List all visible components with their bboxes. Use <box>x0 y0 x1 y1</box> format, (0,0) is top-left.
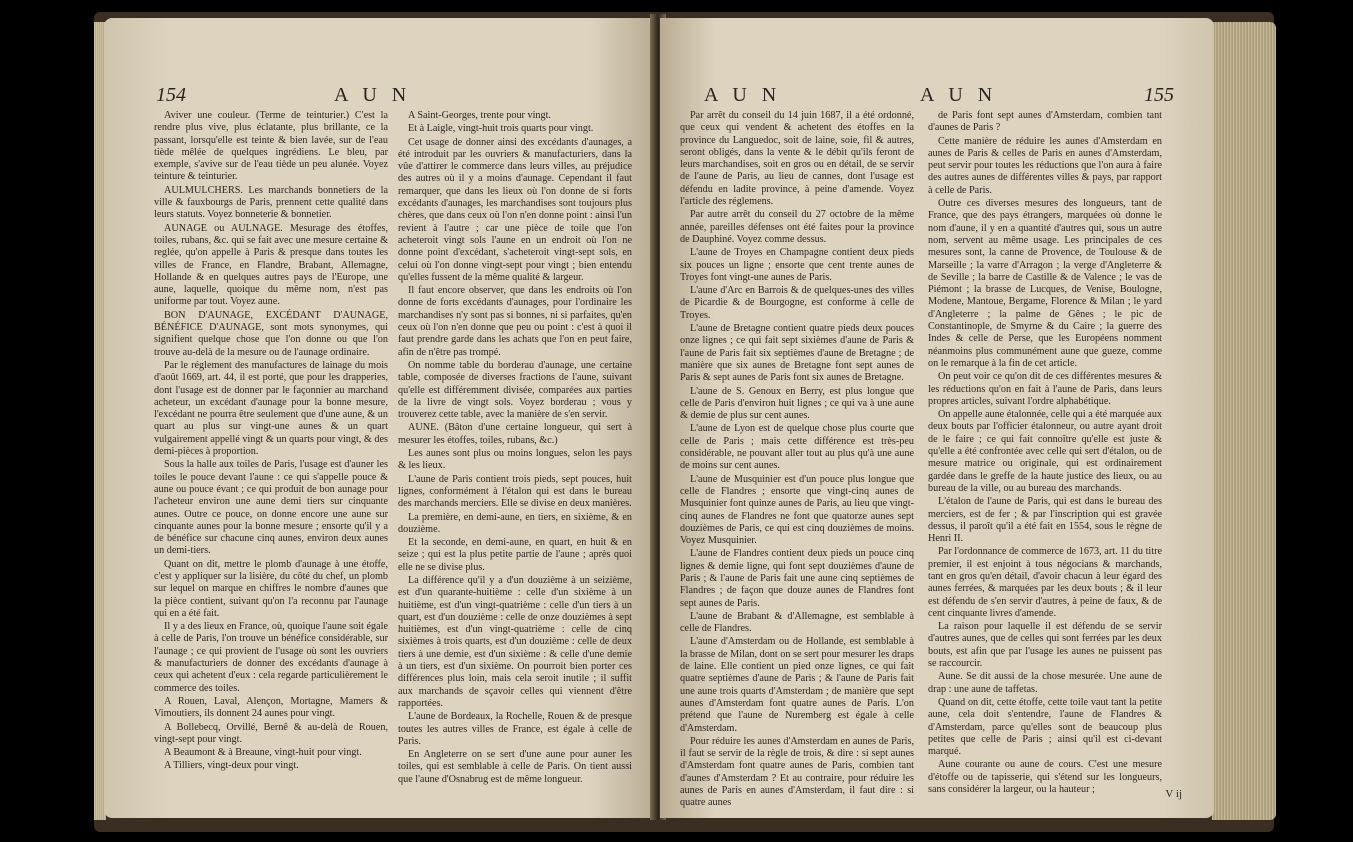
right-running-head-2: A U N <box>920 84 998 106</box>
paragraph: Par le réglement des manufactures de lainage du mois d'août 1669, art. 44, il est porté, que pour les drapperies, dont l'usage est de donner par le façonnier au marchand acheteur, un excédant d'aunage pour la bonne mesure, l'excédant ne pourra être seulement que d'une aune, & un quart au plus sur vingt-une aunes & un quart vulgairement appellé vingt & un quarts pour vingt, & des demi-pièces à proportion. <box>154 359 388 458</box>
left-page-column-2 <box>398 110 632 800</box>
paragraph: AUNE. (Bâton d'une certaine longueur, qui sert à mesurer les étoffes, toiles, rubans, &c.) <box>398 422 632 446</box>
paragraph: Aune courante ou aune de cours. C'est une mesure d'étoffe ou de tapisserie, qui s'étend sur les longueurs, sans considérer la largeur, ou la hauteur ; <box>928 759 1162 796</box>
paragraph: A Beaumont & à Breaune, vingt-huit pour vingt. <box>164 747 362 759</box>
paragraph: Pour réduire les aunes d'Amsterdam en aunes de Paris, il faut se servir de la règle de trois, & dire : si sept aunes d'Amsterdam font quatre aunes de Paris, combien tant d'aunes d'Amsterdam ? Et au contraire, pour réduire les aunes de Paris en aunes d'Amsterdam, il faut dire : si quatre aunes <box>680 735 914 809</box>
paragraph: AUNAGE ou AULNAGE. Mesurage des étoffes, toiles, rubans, &c. qui se fait avec une mesure certaine & reglée, qu'on appelle à Paris & presque dans toutes les villes de France, en Flandre, Brabant, Allemagne, Hollande & en quelques autres pays de l'Europe, une aune, laquelle, quoique du même nom, n'est pas uniforme par tout. Voyez aune. <box>154 222 388 308</box>
paragraph: Quand on dit, cette étoffe, cette toile vaut tant la petite aune, cela doit s'entendre, l'aune de Flandres & d'Amsterdam, parce qu'elles sont de beaucoup plus petites que celle de Paris ; ainsi qu'il est ci-devant marqué. <box>928 696 1162 758</box>
paragraph: L'aune de Musquinier est d'un pouce plus longue que celle de Flandres ; ensorte que vingt-cinq aunes de Musquinier font quinze aunes de Paris, au lieu que vingt-cinq aunes de Flandres ne font que quatorze aunes sept douzièmes de Paris, ce qui est cinq douzièmes de moins. Voyez Musquinier. <box>680 473 914 547</box>
paragraph: Aviver une couleur. (Terme de teinturier.) C'est la rendre plus vive, plus éclatante, plus brillante, ce la passant, lorsqu'elle est teinte & bien lavée, sur de l'eau tiède mêlée de quelques ingrédiens. Le bleu, par exemple, s'avive sur de l'eau tiède un peu alunée. Voyez teinture & teinturier. <box>154 110 388 183</box>
paragraph: L'aune de Flandres contient deux pieds un pouce cinq lignes & demie ligne, qui font sept douzièmes d'aune de Paris ; & l'aune de Paris fait une aune cinq septièmes de Flandres ; de façon que douze aunes de Flandres font sept aunes de Paris. <box>680 548 914 609</box>
paragraph: L'aune de Brabant & d'Allemagne, est semblable à celle de Flandres. <box>680 610 914 635</box>
paragraph: Et à Laigle, vingt-huit trois quarts pour vingt. <box>408 123 594 135</box>
paragraph: On peut voir ce qu'on dit de ces différentes mesures & les réductions qu'on en fait à l'aune de Paris, dans leurs propres articles, suivant l'ordre alphabétique. <box>928 371 1162 407</box>
paragraph: AULMULCHERS. Les marchands bonnetiers de la ville & fauxbourgs de Paris, prennent cette qualité dans leurs statuts. Voyez bonneterie & bonnetier. <box>154 184 388 221</box>
paragraph: La raison pour laquelle il est défendu de se servir d'autres aunes, que de celles qui sont ferrées par les deux bouts, est afin que par l'usage les aunes ne puissent pas se raccourcir. <box>928 621 1162 670</box>
paragraph: L'aune de Paris contient trois pieds, sept pouces, huit lignes, conformément à l'étalon qui est dans le bureau des marchands merciers. Elle se divise en deux manières. <box>398 473 632 510</box>
paragraph: Aune. Se dit aussi de la chose mesurée. Une aune de drap : une aune de taffetas. <box>928 671 1162 695</box>
paragraph: A Saint-Georges, trente pour vingt. <box>408 110 551 121</box>
paragraph: L'aune de Bretagne contient quatre pieds deux pouces onze lignes ; ce qui fait sept sixièmes d'aune de Paris & l'aune de Paris fait six septièmes d'aune de Bretagne ; de manière que six aunes de Bretagne font sept aunes de Paris & sept aunes de Paris font six aunes de Bretagne. <box>680 323 914 384</box>
paragraph: La première, en demi-aune, en tiers, en sixième, & en douzième. <box>398 511 632 535</box>
paragraph: Il faut encore observer, que dans les endroits où l'on donne de forts excédants d'aunages, pour l'ordinaire les marchandises n'y sont pas si bonnes, ni si parfaites, qu'en ceux où l'on n'en donne que peu ou point : c'est à quoi il faut prendre garde dans les achats que l'on en peut faire, afin de n'être pas trompé. <box>398 285 632 358</box>
paragraph: A Bollebecq, Orvillé, Bernê & au-delà de Rouen, vingt-sept pour vingt. <box>154 721 388 745</box>
right-page <box>660 18 1214 818</box>
paragraph: L'aune de Bordeaux, la Rochelle, Rouen & de presque toutes les autres villes de France, est égale à celle de Paris. <box>398 711 632 747</box>
paragraph: L'aune d'Arc en Barrois & de quelques-unes des villes de Picardie & de Bourgogne, est conforme à celle de Troyes. <box>680 285 914 321</box>
right-running-head-1: A U N <box>704 84 782 106</box>
right-page-number: 155 <box>1144 84 1174 106</box>
paragraph: Outre ces diverses mesures des longueurs, tant de France, que des pays étrangers, marquées où donne le nom d'aune, il y en a quantité d'autres qui, sous un autre nom, servent au même usage. Les principales de ces mesures sont, la canne de Provence, de Toulouse & de Marseille ; la varre d'Arragon ; la verge d'Angleterre & de Seville ; la barre de Castille & de Valence ; le vas de Piémont ; la brasse de Lucques, de Venise, Boulogne, Modene, Mantoue, Bergame, Florence & Milan ; le yard d'Angleterre ; la palme de Gênes ; le pic de Constantinople, de Smyrne & du Caire ; la guerre des Indes & celle de Perse, que les Européens nomment néanmoins plus communément aune que gueze, comme on le remarque à la fin de cet article. <box>928 198 1162 369</box>
left-running-head: A U N <box>334 84 412 106</box>
right-page-header <box>660 84 1214 110</box>
paragraph: Cette manière de réduire les aunes d'Amsterdam en aunes de Paris & celles de Paris en aunes d'Amsterdam, peut servir pour toutes les réductions que l'on aura à faire des autres aunes de différentes villes & pays, par rapport à celle de Paris. <box>928 135 1162 196</box>
paragraph: Et la seconde, en demi-aune, en quart, en huit & en seize ; qui est la plus petite partie de l'aune ; après quoi elle ne se divise plus. <box>398 537 632 573</box>
paragraph: Sous la halle aux toiles de Paris, l'usage est d'auner les toiles le pouce devant l'aune : ce qui s'appelle pouce & aune ou pouce évant ; ce qui produit de bon aunage pour l'acheteur environ une aune demi tiers sur cinquante aunes. Outre ce pouce, on donne encore une aune sur cinquante aunes pour la bonne mesure ; ensorte qu'il y a de bénéfice sur chacune cinq aunes, environ deux aunes un demi-tiers. <box>154 459 388 557</box>
left-page <box>104 18 656 818</box>
paragraph: Il y a des lieux en France, où, quoique l'aune soit égale à celle de Paris, l'on trouve un bénéfice considérable, sur l'aunage ; ce qui provient de l'usage où sont les ouvriers & manufacturiers de donner des excédants d'aunage à ceux qui achetent d'eux : cela regarde particulièrement le commerce des toiles. <box>154 621 388 694</box>
paragraph: On nomme table du borderau d'aunage, une certaine table, composée de diverses fractions de l'aune, suivant qu'elle est différemment divisée, comparées aux parties de la livre de vingt sols. Voyez borderau ; vous y trouverez cette table, avec la manière de s'en servir. <box>398 359 632 421</box>
paragraph: de Paris font sept aunes d'Amsterdam, combien tant d'aunes de Paris ? <box>928 110 1162 134</box>
left-page-number: 154 <box>156 84 186 106</box>
right-page-column-1 <box>680 110 914 809</box>
paragraph: L'étalon de l'aune de Paris, qui est dans le bureau des merciers, est de fer ; & par l'inscription qui est gravée dessus, il paroît qu'il a été fait en 1554, sous le règne de Henri II. <box>928 496 1162 545</box>
paragraph: Cet usage de donner ainsi des excédants d'aunages, a été introduit par les ouvriers & manufacturiers, dans la vûe d'attirer le commerce dans leurs villes, au préjudice des autres où il y a moins d'aunage. Cependant il faut remarquer, que dans les lieux où l'on donne de si forts excédants d'aunages, les marchandises sont toujours plus chères, que dans ceux où l'on n'en donne point : ainsi l'un revient à l'autre ; car une pièce de toile que l'on acheteroit vingt sols l'aune en un endroit où l'on ne donne point d'excédant, s'acheteroit vingt-sept sols, en celui où l'on donne vingt-sept pour vingt ; bien entendu qu'elles fussent de la même qualité & largeur. <box>398 136 632 283</box>
signature-mark: V ij <box>1165 788 1182 800</box>
paragraph: En Angleterre on se sert d'une aune pour auner les toiles, qui est semblable à celle de Paris. On tient aussi que l'aune d'Osnabrug est de même longueur. <box>398 749 632 785</box>
paragraph: A Rouen, Laval, Alençon, Mortagne, Mamers & Vimoutiers, ils donnent 24 aunes pour vingt. <box>154 695 388 720</box>
paragraph: BON D'AUNAGE, EXCÉDANT D'AUNAGE, BÉNÉFICE D'AUNAGE, sont mots synonymes, qui signifient quelque chose que l'on donne ou que l'on trouve au-delà de la mesure ou de l'aunage ordinaire. <box>154 309 388 358</box>
paragraph: L'aune de S. Genoux en Berry, est plus longue que celle de Paris d'environ huit lignes ; ce qui va à une aune & demie de plus sur cent aunes. <box>680 385 914 422</box>
paragraph: L'aune de Troyes en Champagne contient deux pieds six pouces un ligne ; ensorte que cent trente aunes de Troyes font vingt-une aunes de Paris. <box>680 247 914 283</box>
paragraph: A Tilliers, vingt-deux pour vingt. <box>164 760 299 772</box>
left-page-header <box>104 84 656 110</box>
paragraph: La différence qu'il y a d'un douzième à un seizième, est d'un quarante-huitième : celle d'un sixième à un huitième, est d'un vingt-quatrième : celle d'un tiers à un quart, est d'un douzième : celle de onze douzièmes à sept huitièmes, est d'un vingt-quatrième : celle de cinq sixièmes à trois quarts, est d'un douzième : celle de deux tiers à une demie, est d'un sixième : & celle d'une demie à un tiers, est d'un sixième. On pourroit bien porter ces différences plus loin, mais cela seroit inutile ; il suffit aux marchands de sçavoir celles qui viennent d'être rapportées. <box>398 574 632 709</box>
paragraph: Par arrêt du conseil du 14 juin 1687, il a été ordonné, que ceux qui vendent & achetent des étoffes en la province du Languedoc, soit de laine, soie, fil & autres, seront obligés, dans la vente & le débit qu'ils feront de leurs marchandises, soit en gros ou en détail, de se servir de l'aune de Paris, au lieu de cannes, dont l'usage est défendu en ladite province, à peine d'amende. Voyez l'article des réglemens. <box>680 110 914 208</box>
paragraph: Par l'ordonnance de commerce de 1673, art. 11 du titre premier, il est enjoint à tous négocians & marchands, tant en gros qu'en détail, d'avoir chacun à leur égard des aunes ferrées, & marquées par les deux bouts ; & il leur est défendu de s'en servir d'autres, à peine de faux, & de cent cinquante livres d'amende. <box>928 546 1162 619</box>
paragraph: On appelle aune étalonnée, celle qui a été marquée aux deux bouts par l'officier étalonneur, ou autre ayant droit de le faire ; ce qui fait connoître qu'elle est juste & qu'elle a été confrontée avec celle qui sert d'étalon, ou de mesure matrice ou originale, qui est ordinairement gardée dans le greffe de la haute justice des lieux, ou au bureau de la ville, ou au bureau des marchands. <box>928 409 1163 494</box>
left-page-column-1 <box>154 110 388 800</box>
paragraph: Les aunes sont plus ou moins longues, selon les pays & les lieux. <box>398 448 632 472</box>
paragraph: Par autre arrêt du conseil du 27 octobre de la même année, pareilles défenses ont été faites pour la province de Dauphiné. Voyez comme dessus. <box>680 209 914 245</box>
right-page-column-2 <box>928 110 1162 800</box>
right-page-edges <box>1212 22 1276 820</box>
paragraph: Quant on dit, mettre le plomb d'aunage à une étoffe, c'est y appliquer sur la lisière, du côté du chef, un plomb sur lequel on marque en chiffres le nombre d'aunes que la pièce contient, suivant qu'on l'a reconnu par l'aunage qui en a été fait. <box>154 558 388 619</box>
paragraph: L'aune d'Amsterdam ou de Hollande, est semblable à la brasse de Milan, dont on se sert pour mesurer les draps de laine. Elle contient un pied onze lignes, ce qui fait quatre septièmes d'aune de Paris ; & l'aune de Paris fait une aune trois quarts d'Amsterdam ; de manière que sept aunes d'Amsterdam font quatre aunes de Paris. L'on prétend que l'aune de Nuremberg est égale à celle d'Amsterdam. <box>680 636 914 734</box>
paragraph: L'aune de Lyon est de quelque chose plus courte que celle de Paris ; mais cette différence est très-peu considérable, ne pouvant aller tout au plus qu'à une aune de moins sur cent aunes. <box>680 423 914 472</box>
